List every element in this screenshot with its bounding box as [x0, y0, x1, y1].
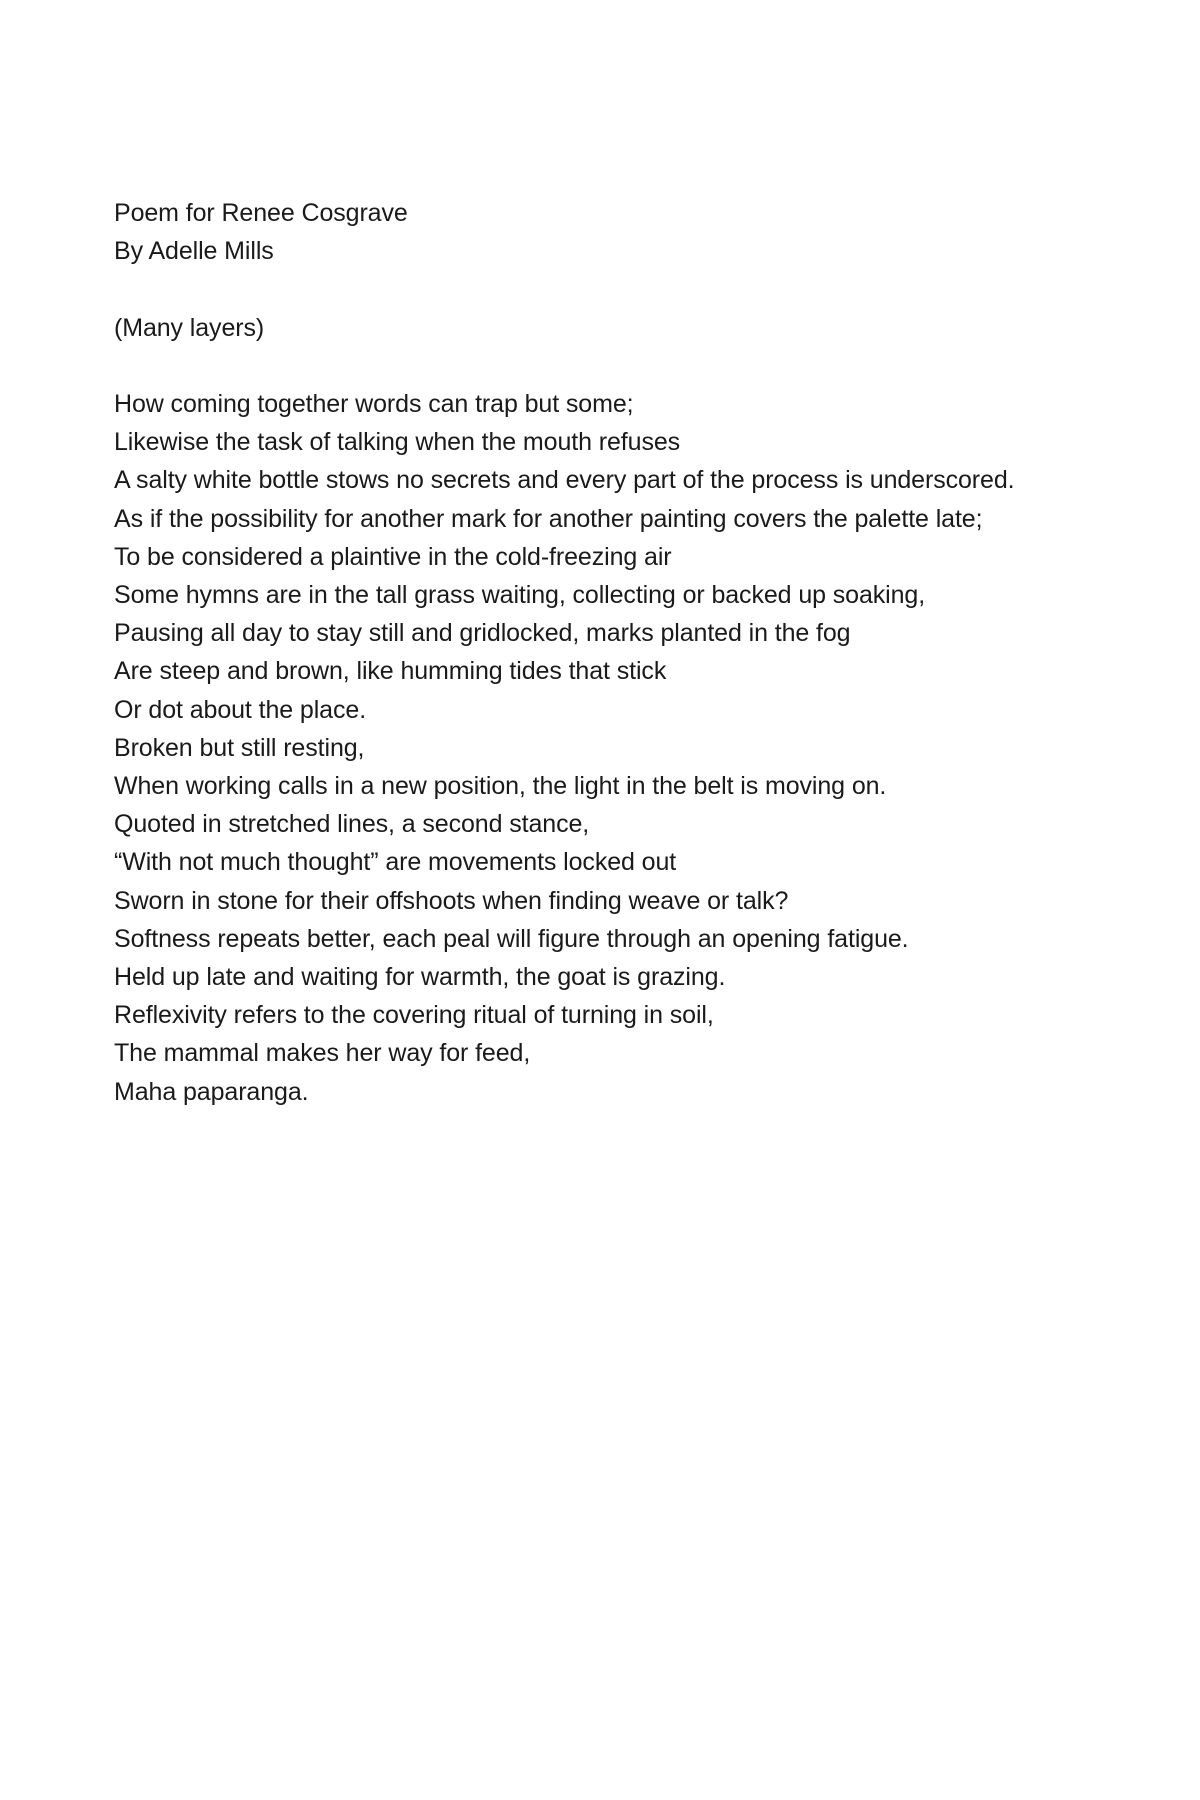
poem-body [114, 385, 1174, 1111]
spacer [114, 347, 1174, 385]
poem-line: Pausing all day to stay still and gridlocked, marks planted in the fog [114, 619, 851, 648]
poem-subtitle: (Many layers) [114, 313, 265, 342]
poem-line: Softness repeats better, each peal will figure through an opening fatigue. [114, 924, 909, 953]
poem-line: The mammal makes her way for feed, [114, 1039, 531, 1068]
document-content [114, 194, 1174, 1111]
poem-line: When working calls in a new position, the light in the belt is moving on. [114, 772, 887, 801]
poem-line: Are steep and brown, like humming tides that stick [114, 657, 667, 686]
poem-line: Maha paparanga. [114, 1077, 309, 1106]
poem-line: Some hymns are in the tall grass waiting, collecting or backed up soaking, [114, 581, 926, 609]
poem-line: Broken but still resting, [114, 733, 365, 762]
poem-line: How coming together words can trap but some; [114, 389, 634, 418]
poem-line: Held up late and waiting for warmth, the goat is grazing. [114, 963, 726, 992]
poem-line: Sworn in stone for their offshoots when finding weave or talk? [114, 886, 789, 915]
poem-line: “With not much thought” are movements locked out [114, 848, 677, 877]
poem-line: Or dot about the place. [114, 695, 367, 724]
poem-line: Reflexivity refers to the covering ritual of turning in soil, [114, 1001, 714, 1030]
poem-line: As if the possibility for another mark for another painting covers the palette late; [114, 504, 983, 533]
poem-title: Poem for Renee Cosgrave [114, 199, 408, 227]
poem-line: A salty white bottle stows no secrets and every part of the process is underscored. [114, 466, 1015, 495]
spacer [114, 270, 1174, 308]
poem-author: By Adelle Mills [114, 237, 274, 266]
poem-line: Quoted in stretched lines, a second stance, [114, 810, 590, 839]
poem-line: To be considered a plaintive in the cold-freezing air [114, 542, 672, 571]
poem-line: Likewise the task of talking when the mouth refuses [114, 428, 681, 457]
